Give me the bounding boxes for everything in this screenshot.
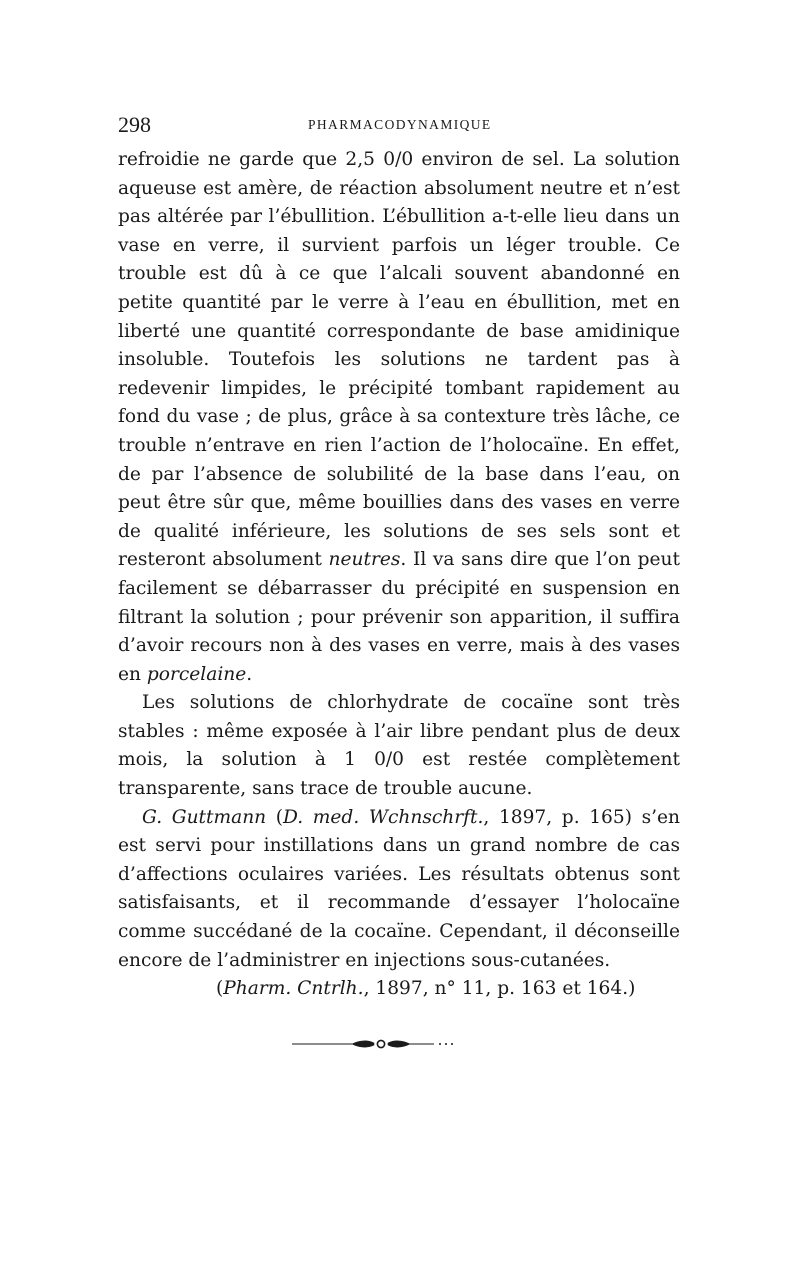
citation-details: , 1897, n° 11, p. 163 et 164.) [363, 978, 636, 1000]
page-number: 298 [118, 112, 151, 137]
citation-open-paren: ( [216, 978, 224, 1000]
page [118, 112, 680, 1056]
paragraph-text: Les solutions de chlorhydrate de cocaïne sont très stables : même exposée à l’air libre pendant plus de deux mois, la solution à 1 0/0 est restée complètement transparente, sans trace de trouble aucune. [118, 692, 680, 800]
source-citation [118, 975, 680, 1004]
tailpiece-ornament-icon [290, 1036, 460, 1052]
paragraph-cocaine-stability [118, 689, 680, 803]
paragraph-text: , 1897, p. 165) s’en est servi pour instillations dans un grand nombre de cas d’affections oculaires variées. Les résultats obtenus sont satisfaisants, et il recommande d’essayer l’holocaïne comme succédané de la cocaïne. Cependant, il déconseille encore de l’administrer en injections sous-cutanées. [118, 806, 680, 971]
author-name: G. Guttmann [142, 806, 267, 828]
journal-name: D. med. Wchnschrft. [283, 806, 484, 828]
paragraph-guttmann [118, 804, 680, 976]
citation-journal: Pharm. Cntrlh. [223, 978, 364, 1000]
paragraph-text-continued: . Il va sans dire que l’on peut facilement se débarrasser du précipité en suspension en filtrant la solution ; pour prévenir son apparition, il suffira d’avoir recours non à des vases en verre, mais à des vases en [118, 549, 681, 685]
running-title: PHARMACODYNAMIQUE [308, 117, 492, 132]
paragraph-text-end: . [246, 663, 253, 685]
emphasis-porcelaine: porcelaine [146, 663, 247, 685]
emphasis-neutres: neutres [328, 549, 401, 571]
paragraph-holocaine-solution [118, 146, 680, 689]
open-paren: ( [266, 806, 284, 828]
page-header [118, 112, 680, 146]
paragraph-text: refroidie ne garde que 2,5 0/0 environ de sel. La solution aqueuse est amère, de réaction absolument neutre et n’est pas altérée par l’ébullition. L’ébullition a-t-elle lieu dans un vase en verre, il survient parfois un léger trouble. Ce trouble est dû à ce que l’alcali souvent abandonné en petite quantité par le verre à l’eau en ébullition, met en liberté une quantité correspondante de base amidinique insoluble. Toutefois les solutions ne tardent pas à redevenir limpides, le précipité tombant rapidement au fond du vase ; de plus, grâce à sa contexture très lâche, ce trouble n’entrave en rien l’action de l’holocaïne. En effet, de par l’absence de solubilité de la base dans l’eau, on peut être sûr que, même bouillies dans des vases en verre de qualité inférieure, les solutions de ses sels sont et resteront absolument [118, 149, 680, 571]
